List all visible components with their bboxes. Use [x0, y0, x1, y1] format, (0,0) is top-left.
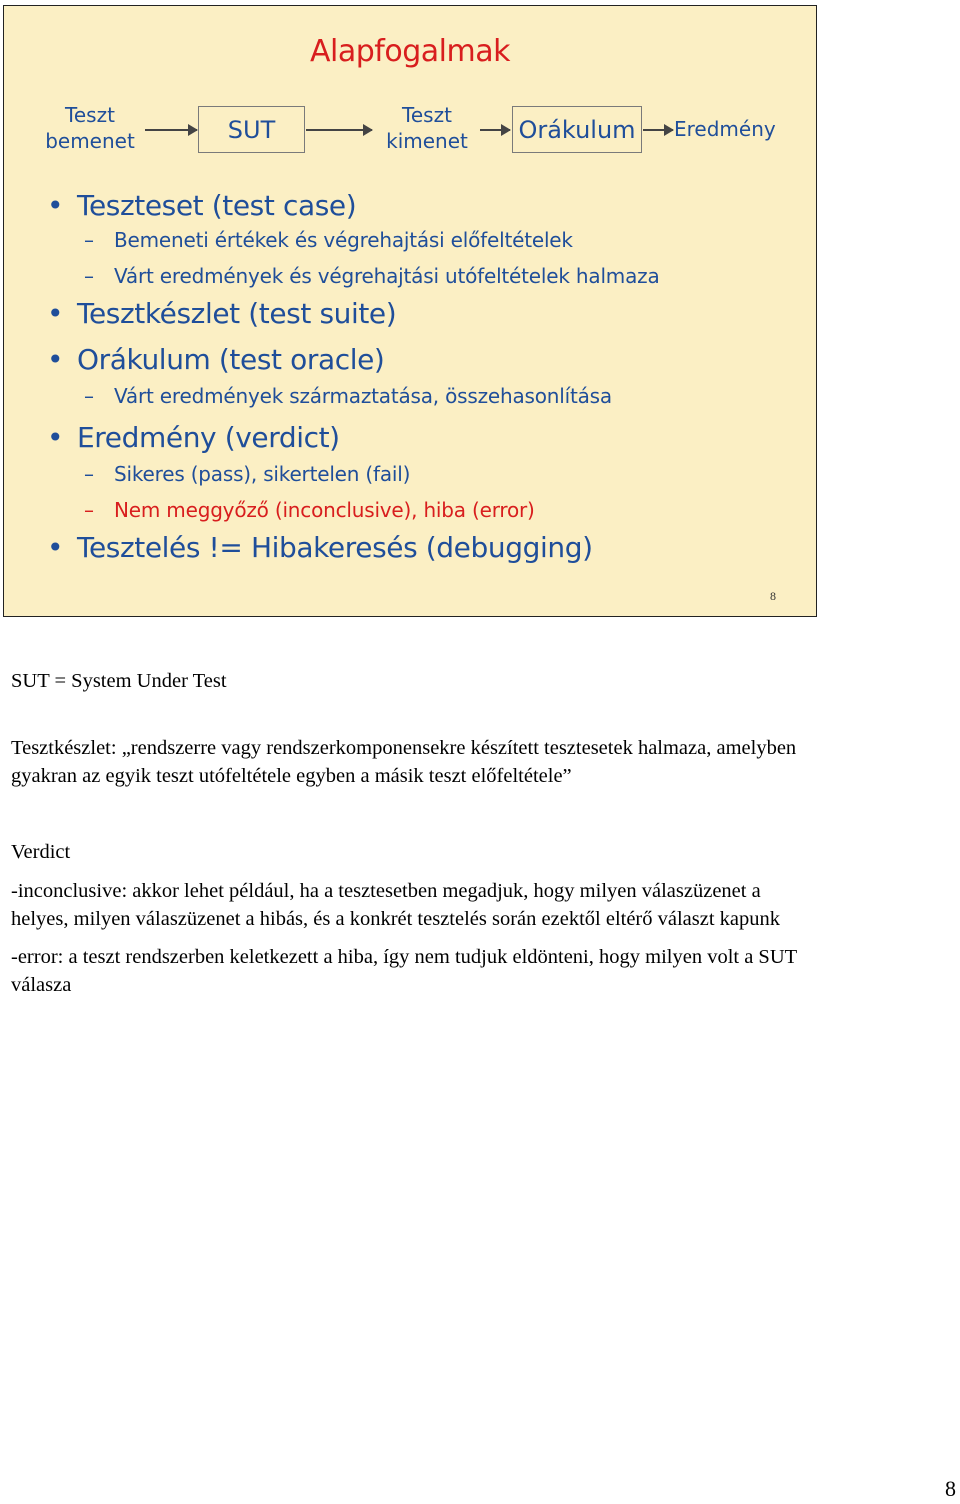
bullet-text: Eredmény (verdict) [77, 421, 340, 454]
arrow-icon [306, 129, 372, 131]
flow-test-input [32, 102, 148, 154]
sub-bullet-item [42, 383, 802, 409]
bullet-item [42, 421, 802, 455]
sut-definition: SUT = System Under Test [11, 670, 227, 692]
verdict-heading: Verdict [11, 841, 71, 863]
sub-bullet-text: Várt eredmények származtatása, összehasonlítása [114, 384, 612, 408]
suite-definition: Tesztkészlet: „rendszerre vagy rendszerkomponensekre készített tesztesetek halmaza, amelyben gyakran az egyik teszt utófeltétele egyben a másik teszt előfeltétele” [11, 737, 797, 787]
sub-bullet-text: Nem meggyőző (inconclusive), hiba (error) [114, 498, 535, 522]
dash-icon: – [84, 228, 94, 252]
bullet-dot-icon: • [47, 531, 64, 564]
bullet-item [42, 343, 802, 377]
sub-bullet-text: Sikeres (pass), sikertelen (fail) [114, 462, 411, 486]
dash-icon: – [84, 264, 94, 288]
flow-test-input-line1: Teszt [65, 103, 115, 127]
oracle-box: Orákulum [512, 106, 642, 153]
sub-bullet-item-highlight [42, 497, 802, 523]
bullet-item [42, 297, 802, 331]
flow-result: Eredmény [674, 117, 776, 141]
flow-test-output [377, 102, 477, 154]
sub-bullet-item [42, 461, 802, 487]
page-number: 8 [945, 1476, 956, 1501]
notes-section [11, 667, 801, 999]
flow-test-input-line2: bemenet [45, 129, 135, 153]
bullet-text: Teszteset (test case) [77, 189, 357, 222]
arrow-icon [145, 129, 197, 131]
bullet-dot-icon: • [47, 189, 64, 222]
bullet-item [42, 531, 802, 565]
bullet-item [42, 189, 802, 223]
bullet-text: Tesztkészlet (test suite) [77, 297, 397, 330]
inconclusive-note: -inconclusive: akkor lehet például, ha a tesztesetben megadjuk, hogy milyen válaszüzenet a helyes, milyen válaszüzenet a hibás, és a konkrét tesztelés során ezektől eltérő választ kapunk [11, 880, 781, 930]
error-note: -error: a teszt rendszerben keletkezett a hiba, így nem tudjuk eldönteni, hogy milyen volt a SUT válasza [11, 946, 797, 996]
dash-icon: – [84, 384, 94, 408]
arrow-icon [480, 129, 510, 131]
slide-number: 8 [770, 589, 776, 603]
bullet-dot-icon: • [47, 297, 64, 330]
flow-test-output-line1: Teszt [402, 103, 452, 127]
bullet-dot-icon: • [47, 343, 64, 376]
slide-title: Alapfogalmak [310, 34, 510, 69]
dash-icon: – [84, 462, 94, 486]
dash-icon: – [84, 498, 94, 522]
sub-bullet-item [42, 227, 802, 253]
sub-bullet-item [42, 263, 802, 289]
arrow-icon [643, 129, 673, 131]
bullet-dot-icon: • [47, 421, 64, 454]
bullet-text: Tesztelés != Hibakeresés (debugging) [77, 531, 593, 564]
flow-test-output-line2: kimenet [386, 129, 468, 153]
slide [3, 5, 817, 617]
bullet-list [42, 189, 802, 565]
bullet-text: Orákulum (test oracle) [77, 343, 385, 376]
sut-box: SUT [198, 106, 305, 153]
sub-bullet-text: Bemeneti értékek és végrehajtási előfeltételek [114, 228, 573, 252]
sub-bullet-text: Várt eredmények és végrehajtási utófeltételek halmaza [114, 264, 660, 288]
